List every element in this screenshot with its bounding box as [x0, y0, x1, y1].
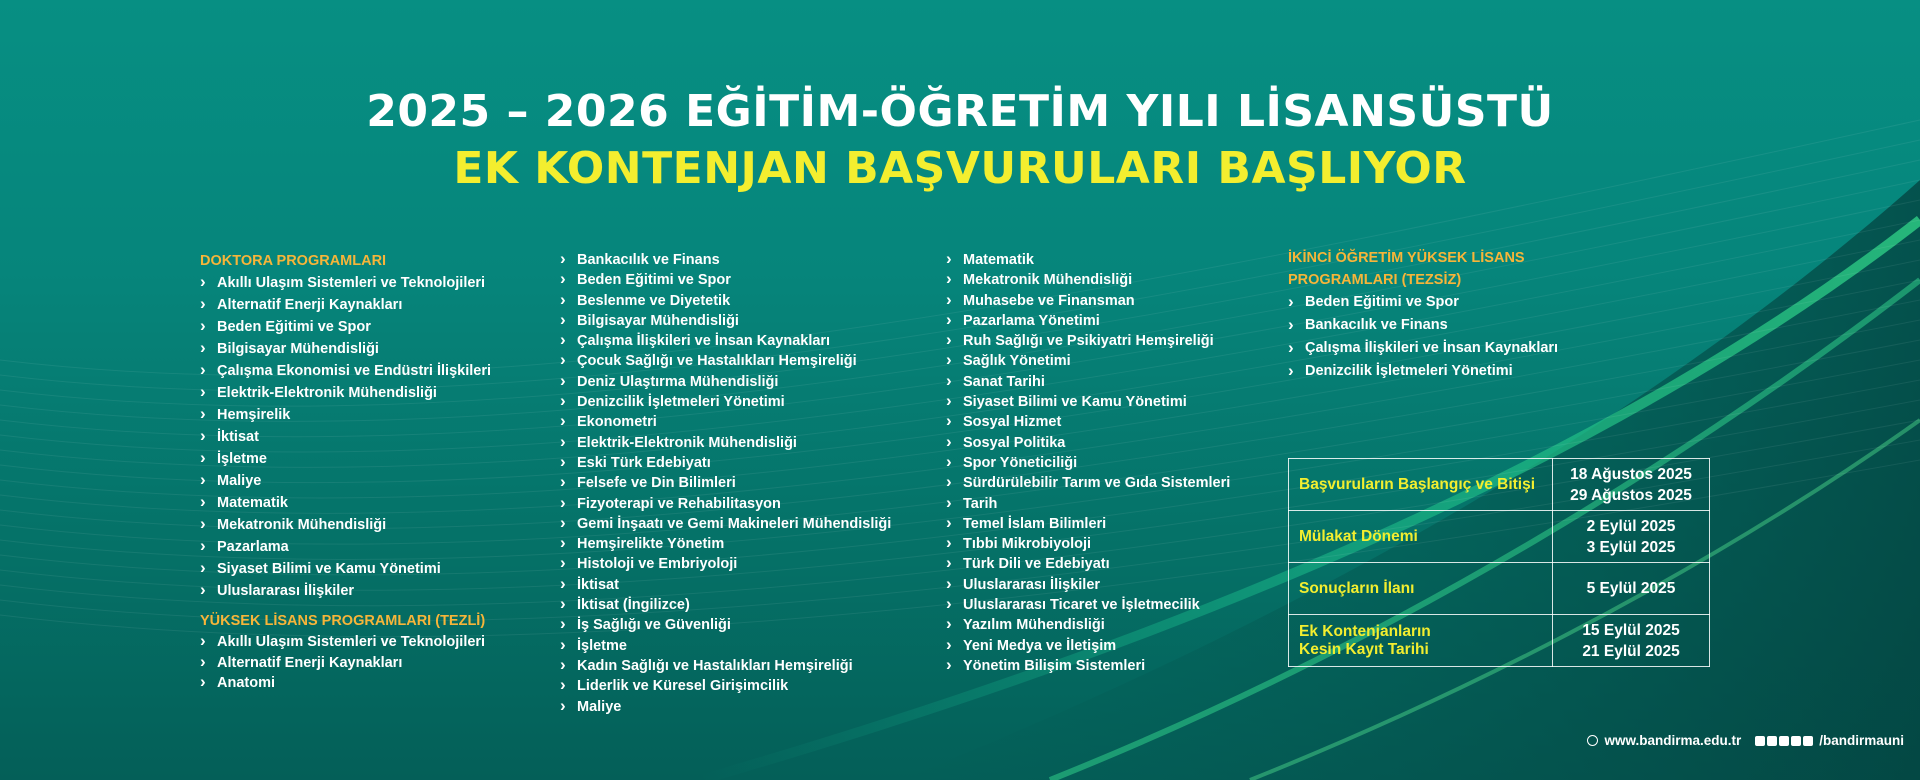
date-row — [1289, 563, 1710, 615]
program-item: › Maliye — [200, 470, 491, 492]
program-item: › Uluslararası İlişkiler — [200, 580, 491, 602]
date-label — [1289, 459, 1553, 511]
linkedin-icon[interactable] — [1803, 736, 1813, 746]
program-item: › Histoloji ve Embriyoloji — [560, 554, 891, 574]
program-item: › Ekonometri — [560, 412, 891, 432]
date-value-line: 18 Ağustos 2025 — [1570, 465, 1692, 483]
program-item: › Bankacılık ve Finans — [1288, 314, 1558, 337]
program-item: › Kadın Sağlığı ve Hastalıkları Hemşireliği — [560, 656, 891, 676]
program-item: › Uluslararası Ticaret ve İşletmecilik — [946, 595, 1230, 615]
program-item: › Yazılım Mühendisliği — [946, 615, 1230, 635]
program-item: › Akıllı Ulaşım Sistemleri ve Teknolojileri — [200, 632, 491, 653]
program-item: › Maliye — [560, 697, 891, 717]
date-label — [1289, 511, 1553, 563]
date-value-line: 5 Eylül 2025 — [1586, 580, 1676, 597]
program-item: › Mekatronik Mühendisliği — [200, 514, 491, 536]
program-item: › Uluslararası İlişkiler — [946, 575, 1230, 595]
program-item: › Matematik — [946, 250, 1230, 270]
program-item: › Çalışma İlişkileri ve İnsan Kaynakları — [1288, 337, 1558, 360]
program-item: › Beslenme ve Diyetetik — [560, 291, 891, 311]
program-item: › Deniz Ulaştırma Mühendisliği — [560, 372, 891, 392]
program-item: › Elektrik-Elektronik Mühendisliği — [560, 433, 891, 453]
date-value — [1553, 511, 1710, 563]
program-item: › İktisat — [200, 426, 491, 448]
program-item: › Beden Eğitimi ve Spor — [1288, 291, 1558, 314]
date-value-line: 21 Eylül 2025 — [1582, 642, 1680, 660]
social-handle[interactable]: /bandirmauni — [1819, 733, 1904, 748]
date-label-line: Başvuruların Başlangıç ve Bitişi — [1299, 475, 1536, 493]
program-item: › Sanat Tarihi — [946, 372, 1230, 392]
x-icon[interactable] — [1779, 736, 1789, 746]
date-row — [1289, 459, 1710, 511]
program-item: › Pazarlama — [200, 536, 491, 558]
yuksek-lisans-program-list — [946, 250, 1230, 676]
date-value-line: 3 Eylül 2025 — [1586, 538, 1676, 556]
program-item: › Bankacılık ve Finans — [560, 250, 891, 270]
date-label — [1289, 615, 1553, 667]
program-item: › Denizcilik İşletmeleri Yönetimi — [1288, 360, 1558, 383]
date-label-line: Kesin Kayıt Tarihi — [1299, 640, 1429, 658]
program-item: › Siyaset Bilimi ve Kamu Yönetimi — [200, 558, 491, 580]
program-item: › Liderlik ve Küresel Girişimcilik — [560, 676, 891, 696]
program-item: › Sürdürülebilir Tarım ve Gıda Sistemleri — [946, 473, 1230, 493]
ikinci-ogretim-title-line-2: PROGRAMLARI (TEZSİZ) — [1288, 272, 1462, 288]
program-item: › Yönetim Bilişim Sistemleri — [946, 656, 1230, 676]
program-item: › Muhasebe ve Finansman — [946, 291, 1230, 311]
headline-line-1: 2025 – 2026 EĞİTİM-ÖĞRETİM YILI LİSANSÜSTÜ — [366, 86, 1554, 137]
program-item: › Hemşirelikte Yönetim — [560, 534, 891, 554]
program-item: › Hemşirelik — [200, 404, 491, 426]
date-label-line: Sonuçların İlanı — [1299, 579, 1415, 597]
program-item: › Mekatronik Mühendisliği — [946, 270, 1230, 290]
program-item: › İktisat — [560, 575, 891, 595]
date-label-line: Mülakat Dönemi — [1299, 527, 1418, 545]
date-row — [1289, 511, 1710, 563]
headline-line-2: EK KONTENJAN BAŞVURULARI BAŞLIYOR — [453, 143, 1467, 194]
program-item: › Türk Dili ve Edebiyatı — [946, 554, 1230, 574]
program-item: › Eski Türk Edebiyatı — [560, 453, 891, 473]
program-item: › Fizyoterapi ve Rehabilitasyon — [560, 494, 891, 514]
date-label — [1289, 563, 1553, 615]
yuksek-lisans-program-list — [560, 250, 891, 717]
program-item: › Akıllı Ulaşım Sistemleri ve Teknolojileri — [200, 272, 491, 294]
program-item: › İşletme — [560, 636, 891, 656]
program-item: › Çalışma Ekonomisi ve Endüstri İlişkileri — [200, 360, 491, 382]
globe-icon — [1587, 735, 1598, 746]
program-item: › Felsefe ve Din Bilimleri — [560, 473, 891, 493]
program-column-3 — [946, 250, 1230, 676]
doktora-program-list — [200, 272, 491, 602]
ikinci-ogretim-title-line-1: İKİNCİ ÖĞRETİM YÜKSEK LİSANS — [1288, 250, 1525, 266]
footer — [1587, 733, 1904, 748]
program-item: › Alternatif Enerji Kaynakları — [200, 294, 491, 316]
program-item: › Denizcilik İşletmeleri Yönetimi — [560, 392, 891, 412]
ikinci-ogretim-program-list — [1288, 291, 1558, 383]
program-item: › Beden Eğitimi ve Spor — [200, 316, 491, 338]
doktora-section-title: DOKTORA PROGRAMLARI — [200, 253, 387, 269]
facebook-icon[interactable] — [1767, 736, 1777, 746]
program-column-4 — [1288, 247, 1558, 383]
program-item: › Alternatif Enerji Kaynakları — [200, 653, 491, 674]
program-item: › Anatomi — [200, 673, 491, 694]
program-item: › Temel İslam Bilimleri — [946, 514, 1230, 534]
date-value-line: 15 Eylül 2025 — [1582, 621, 1680, 639]
yuksek-lisans-program-list — [200, 632, 491, 694]
instagram-icon[interactable] — [1755, 736, 1765, 746]
program-column-2 — [560, 250, 891, 717]
program-item: › İş Sağlığı ve Güvenliği — [560, 615, 891, 635]
program-item: › Sosyal Hizmet — [946, 412, 1230, 432]
program-item: › Bilgisayar Mühendisliği — [200, 338, 491, 360]
date-value — [1553, 459, 1710, 511]
website-link[interactable]: www.bandirma.edu.tr — [1604, 733, 1742, 748]
program-item: › Spor Yöneticiliği — [946, 453, 1230, 473]
program-column-1 — [200, 250, 491, 694]
date-value-line: 29 Ağustos 2025 — [1570, 486, 1692, 504]
program-item: › Gemi İnşaatı ve Gemi Makineleri Mühendisliği — [560, 514, 891, 534]
date-value — [1553, 563, 1710, 615]
program-item: › Elektrik-Elektronik Mühendisliği — [200, 382, 491, 404]
program-item: › Ruh Sağlığı ve Psikiyatri Hemşireliği — [946, 331, 1230, 351]
program-item: › İşletme — [200, 448, 491, 470]
dates-table — [1288, 458, 1710, 667]
program-item: › Matematik — [200, 492, 491, 514]
program-item: › Tıbbi Mikrobiyoloji — [946, 534, 1230, 554]
program-item: › Pazarlama Yönetimi — [946, 311, 1230, 331]
date-row — [1289, 615, 1710, 667]
yuksek-lisans-section-title: YÜKSEK LİSANS PROGRAMLARI (TEZLİ) — [200, 613, 486, 629]
program-item: › İktisat (İngilizce) — [560, 595, 891, 615]
program-item: › Siyaset Bilimi ve Kamu Yönetimi — [946, 392, 1230, 412]
date-value-line: 2 Eylül 2025 — [1586, 517, 1676, 535]
program-item: › Beden Eğitimi ve Spor — [560, 270, 891, 290]
program-item: › Bilgisayar Mühendisliği — [560, 311, 891, 331]
social-media-icons — [1755, 736, 1813, 746]
program-item: › Yeni Medya ve İletişim — [946, 636, 1230, 656]
date-value — [1553, 615, 1710, 667]
youtube-icon[interactable] — [1791, 736, 1801, 746]
program-item: › Tarih — [946, 494, 1230, 514]
program-item: › Sosyal Politika — [946, 433, 1230, 453]
program-item: › Çalışma İlişkileri ve İnsan Kaynakları — [560, 331, 891, 351]
program-item: › Çocuk Sağlığı ve Hastalıkları Hemşireliği — [560, 351, 891, 371]
program-item: › Sağlık Yönetimi — [946, 351, 1230, 371]
date-label-line: Ek Kontenjanların — [1299, 622, 1431, 640]
